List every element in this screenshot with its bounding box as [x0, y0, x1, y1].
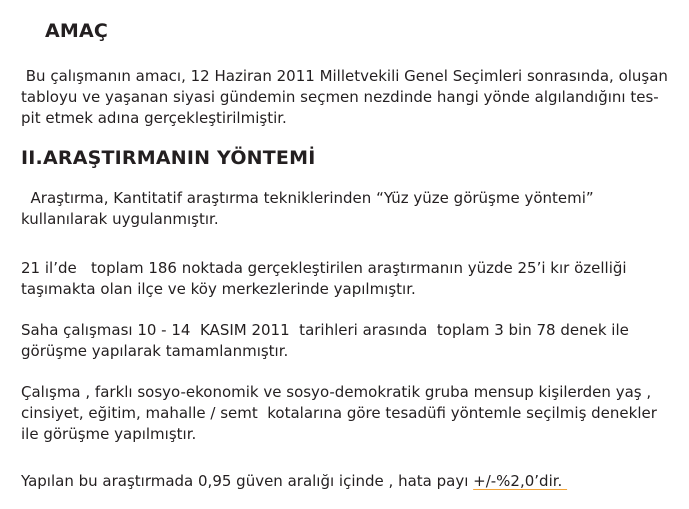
method-p4-line-1: Çalışma , farklı sosyo-ekonomik ve sosyo-demokratik gruba mensup kişilerden yaş ,: [21, 383, 652, 401]
purpose-line-1: Bu çalışmanın amacı, 12 Haziran 2011 Milletvekili Genel Seçimleri sonrasında, oluşan: [21, 67, 668, 85]
method-p4-line-3: ile görüşme yapılmıştır.: [21, 425, 197, 443]
purpose-line-2: tabloyu ve yaşanan siyasi gündemin seçmen nezdinde hangi yönde algılandığını tes-: [21, 88, 659, 106]
method-paragraph-5: [21, 471, 661, 492]
method-p2-line-1: 21 il’de toplam 186 noktada gerçekleştirilen araştırmanın yüzde 25’i kır özelliği: [21, 259, 627, 277]
method-p1-line-1: Araştırma, Kantitatif araştırma tekniklerinden “Yüz yüze görüşme yöntemi”: [21, 189, 594, 207]
method-paragraph-4: [21, 382, 661, 445]
method-paragraph-2: [21, 258, 661, 300]
method-p3-line-2: görüşme yapılarak tamamlanmıştır.: [21, 342, 289, 360]
method-p1-line-2: kullanılarak uygulanmıştır.: [21, 210, 219, 228]
method-p2-line-2: taşımakta olan ilçe ve köy merkezlerinde yapılmıştır.: [21, 280, 416, 298]
method-p5-text: Yapılan bu araştırmada 0,95 güven aralığı içinde , hata payı: [21, 472, 474, 490]
method-p5-line-1: [21, 471, 661, 492]
method-paragraph-3: [21, 320, 661, 362]
method-p4-line-2: cinsiyet, eğitim, mahalle / semt kotalarına göre tesadüfi yöntemle seçilmiş denekler: [21, 404, 657, 422]
section-title-purpose: AMAÇ: [45, 20, 109, 42]
purpose-paragraph: [21, 66, 668, 129]
purpose-line-3: pit etmek adına gerçekleştirilmiştir.: [21, 109, 287, 127]
error-margin-value: +/-%2,0’dir.: [473, 472, 568, 490]
section-title-method: II.ARAŞTIRMANIN YÖNTEMİ: [21, 147, 316, 169]
method-paragraph-1: [21, 188, 661, 230]
method-p3-line-1: Saha çalışması 10 - 14 KASIM 2011 tarihleri arasında toplam 3 bin 78 denek ile: [21, 321, 629, 339]
